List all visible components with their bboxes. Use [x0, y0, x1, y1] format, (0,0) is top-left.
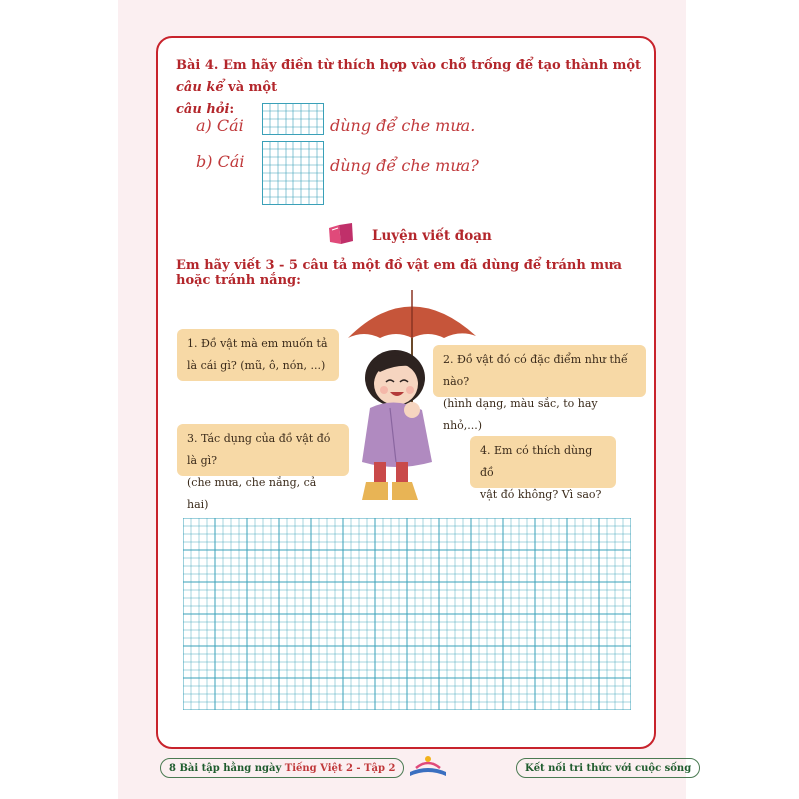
prompt-3-line-2: (che mưa, che nắng, cả hai) — [187, 476, 317, 511]
line-a-suffix: dùng để che mưa. — [330, 116, 476, 135]
exercise-text: Em hãy điền từ thích hợp vào chỗ trống để tạo thành một — [222, 58, 641, 73]
writing-instruction: Em hãy viết 3 - 5 câu tả một đồ vật em đã dùng để tránh mưa hoặc tránh nắng: — [176, 258, 622, 288]
term-statement: câu kể — [176, 80, 224, 95]
prompt-4-line-1: 4. Em có thích dùng đồ — [480, 444, 593, 479]
footer-series-pill — [516, 758, 700, 778]
series-slogan: Kết nối tri thức với cuộc sống — [525, 763, 692, 774]
publisher-logo — [406, 752, 450, 784]
line-a-prefix: a) Cái — [196, 116, 244, 135]
prompt-2-line-1: 2. Đồ vật đó có đặc điểm như thế nào? — [443, 353, 628, 388]
book-prefix: Bài tập hằng ngày — [179, 763, 282, 774]
prompt-3-line-1: 3. Tác dụng của đồ vật đó là gì? — [187, 432, 331, 467]
writing-grid[interactable] — [183, 518, 631, 710]
line-b-suffix: dùng để che mưa? — [330, 156, 479, 175]
exercise-4-prompt — [176, 55, 646, 121]
pink-book-icon — [327, 222, 355, 252]
line-a-writing-box[interactable] — [262, 103, 324, 135]
prompt-bubble-3 — [177, 424, 349, 511]
prompt-bubble-1 — [177, 329, 339, 381]
prompt-2-line-2: (hình dạng, màu sắc, to hay nhỏ,...) — [443, 397, 598, 432]
exercise-colon: : — [229, 102, 235, 117]
prompt-1-line-2: là cái gì? (mũ, ô, nón, ...) — [187, 359, 326, 372]
line-b-writing-box[interactable] — [262, 141, 324, 205]
term-question: câu hỏi — [176, 102, 230, 117]
exercise-text-mid: và một — [228, 80, 278, 95]
prompt-1-line-1: 1. Đồ vật mà em muốn tả — [187, 337, 328, 350]
girl-with-umbrella-illustration — [340, 286, 480, 515]
footer-book-pill — [160, 758, 404, 778]
book-title: Tiếng Việt 2 - Tập 2 — [284, 763, 396, 774]
page-number: 8 — [169, 763, 176, 774]
line-b-prefix: b) Cái — [196, 152, 245, 171]
exercise-label: Bài 4. — [176, 58, 219, 73]
prompt-4-line-2: vật đó không? Vì sao? — [480, 488, 602, 501]
prompt-bubble-4 — [470, 436, 616, 501]
section-title: Luyện viết đoạn — [372, 228, 492, 244]
